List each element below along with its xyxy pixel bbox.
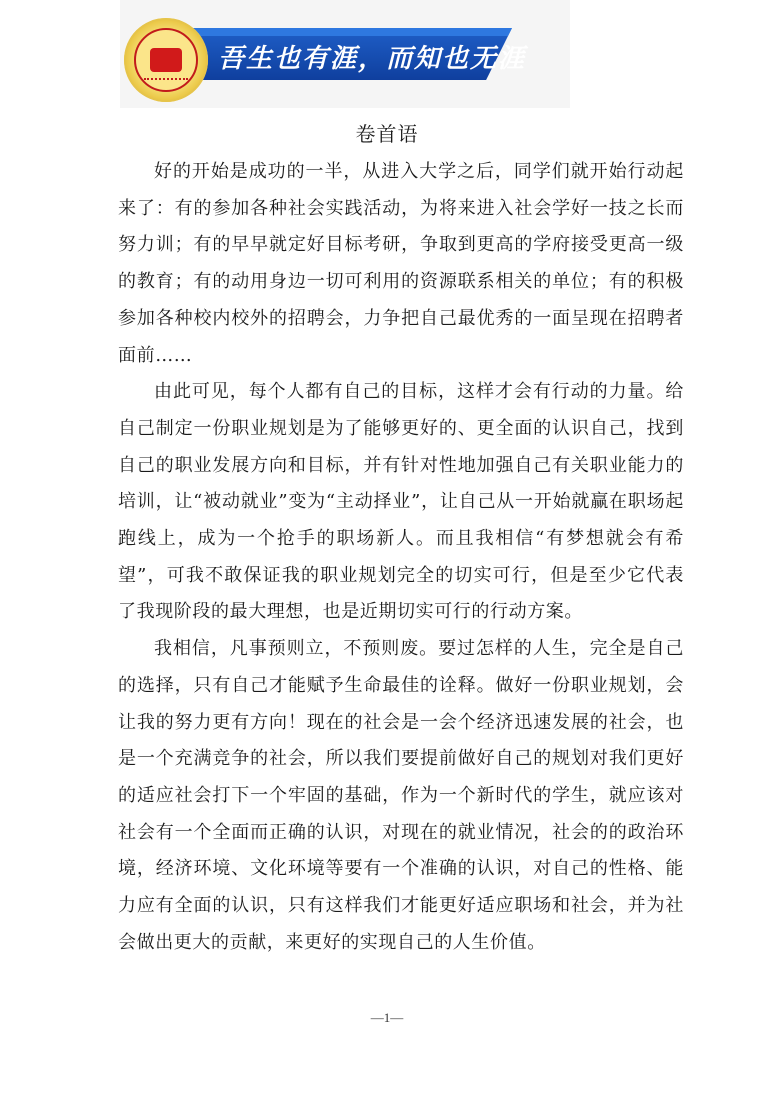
paragraph-1: 好的开始是成功的一半，从进入大学之后，同学们就开始行动起来了：有的参加各种社会实践活动，为将来进入社会学好一技之长而努力训；有的早早就定好目标考研，争取到更高的学府接受更高一级的教育；有的动用身边一切可利用的资源联系相关的单位；有的积极参加各种校内校外的招聘会，力争把自己最优秀的一面呈现在招聘者面前…… bbox=[118, 161, 684, 366]
seal-inner-ring bbox=[134, 28, 198, 92]
paragraph-2: 由此可见，每个人都有自己的目标，这样才会有行动的力量。给自己制定一份职业规划是为了能够更好的、更全面的认识自己，找到自己的职业发展方向和目标，并有针对性地加强自己有关职业能力的培训，让“被动就业”变为“主动择业”，让自己从一开始就赢在职场起跑线上，成为一个抢手的职场新人。而且我相信“有梦想就会有希望”，可我不敢保证我的职业规划完全的切实可行，但是至少它代表了我现阶段的最大理想，也是近期切实可行的行动方案。 bbox=[118, 381, 684, 623]
university-seal-logo bbox=[124, 18, 208, 102]
header-motto: 吾生也有涯，而知也无涯 bbox=[218, 44, 527, 74]
page-number: —1— bbox=[370, 1010, 404, 1025]
seal-dots-decoration bbox=[144, 78, 188, 86]
seal-emblem-icon bbox=[150, 48, 182, 72]
paragraph-3: 我相信，凡事预则立，不预则废。要过怎样的人生，完全是自己的选择，只有自己才能赋予生命最佳的诠释。做好一份职业规划，会让我的努力更有方向！现在的社会是一会个经济迅速发展的社会，也是一个充满竞争的社会，所以我们要提前做好自己的规划对我们更好的适应社会打下一个牢固的基础，作为一个新时代的学生，就应该对社会有一个全面而正确的认识，对现在的就业情况，社会的的政治环境，经济环境、文化环境等要有一个准确的认识，对自己的性格、能力应有全面的认识，只有这样我们才能更好适应职场和社会，并为社会做出更大的贡献，来更好的实现自己的人生价值。 bbox=[118, 638, 684, 953]
page-title: 卷首语 bbox=[355, 122, 419, 146]
article-body bbox=[118, 154, 684, 961]
